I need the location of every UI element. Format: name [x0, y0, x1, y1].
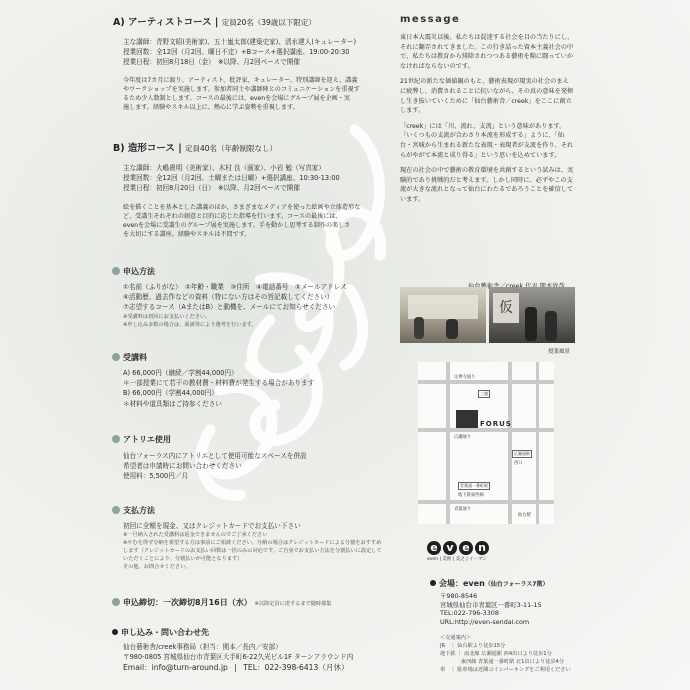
atelier-heading [112, 434, 171, 445]
contact-address: 〒980-0805 宮城県仙台市青葉区大手町6-22久光ビル1F ターンアラウンド内 [123, 653, 354, 662]
payment-heading [112, 505, 155, 516]
access-line: 地下鉄 ｜ 南北線 広瀬通駅 西4出口より徒歩1分 [440, 651, 552, 657]
apply-note: ※申し込み多数の場合は、面談等により選考を行います。 [123, 321, 257, 328]
apply-item: ①名前（ふりがな） ②年齢・職業 ③住所 ④電話番号 ⑤メールアドレス [123, 283, 347, 291]
payment-note: ※やむを得ず分納を希望する方は事前にご相談ください。分納の場合はクレジットカードによる分割をおすすめ [123, 540, 382, 547]
access-info [440, 634, 571, 674]
atelier-fee: 使用料：5,500円／月 [123, 472, 189, 481]
fee-b-note: ＊材料や道具類はご持参ください [123, 399, 222, 408]
fee-a: A) 66,000円（継続／学割44,000円） [123, 369, 238, 377]
course-a-teachers: 主な講師：青野文昭(美術家)、五十嵐太郎(建築史家)、清水建人(キュレーター) [123, 38, 357, 46]
fee-lines [123, 368, 314, 409]
payment-note: します（クレジットカードのお支払い回数は一括のみの対応です。ご自身でお支払い方法を分割払いに設定して [123, 548, 382, 555]
course-a-description [123, 76, 383, 112]
apply-item: ⑥活動歴、過去作などの資料（特にない方はその旨記載してください） [123, 293, 334, 302]
contact-tel: TEL：022-398-6413（月休） [243, 663, 349, 673]
logo-subtitle: even | 美術 | 美之 | イーブン [427, 557, 487, 562]
payment-note: いただくことにより、分割払いが可能となります） [123, 556, 243, 563]
access-line: 東西線 青葉通一番町駅 北1出口より徒歩4分 [440, 659, 565, 665]
access-map [418, 362, 554, 524]
course-b-capacity: 定員40名（年齢制限なし） [185, 144, 278, 153]
logo-letter: v [443, 541, 457, 555]
venue-title: 会場：even [439, 579, 485, 588]
apply-items [123, 282, 347, 329]
dot-bullet-icon [112, 629, 118, 635]
course-a-info [123, 37, 356, 68]
venue-heading [430, 578, 548, 589]
atelier-line: 希望者は申請時にお問い合わせください [123, 462, 242, 471]
desc-line: やワークショップを実施します。参加者同士や講師陣とのコミュニケーションを重視す [123, 86, 360, 93]
message-body [400, 33, 574, 211]
contact-office: 仙台藝術舎/creek事務局（担当：関本／長内／安部） [123, 643, 282, 651]
apply-item: ⑦志望するコース（AまたはB）と動機を、メールにてお知らせください [123, 303, 336, 312]
circle-bullet-icon [112, 435, 120, 443]
course-a-title: A) アーティストコース | 定員20名（39歳以下限定） [113, 17, 316, 28]
class-photo-right: 仮 [489, 287, 575, 343]
course-b-schedule: 授業日程：初回8月20日（日） ※以降、月2回ペースで開催 [123, 184, 300, 193]
desc-line: 絵を描くことを基本とした講義のほか、さまざまなメディアを使った絵画や立体造形な [123, 204, 361, 211]
venue-address: 宮城県仙台市青葉区一番町3-11-15 [440, 600, 542, 609]
even-logo [427, 536, 491, 562]
contact-title: 申し込み・問い合わせ先 [121, 628, 209, 637]
contact-email-link[interactable]: Email：info@turn-around.jp [123, 663, 228, 673]
course-b-title: B) 造形コース | 定員40名（年齢制限なし） [113, 143, 278, 154]
map-label-aoba-ichibancho: 青葉通一番町駅 [460, 483, 488, 488]
payment-main: 初回に全額を現金、又はクレジットカードでお支払い下さい [123, 522, 301, 530]
venue-lines [440, 592, 542, 626]
deadline-heading [112, 597, 331, 608]
map-label-west-exit: 西口 [514, 461, 523, 466]
payment-title: 支払方法 [123, 506, 155, 515]
venue-url-link[interactable]: URL:http://even-sendai.com [440, 617, 530, 626]
contact-email-tel: Email：info@turn-around.jp | TEL：022-398-6413（月休） [123, 663, 349, 673]
fee-b: B) 66,000円（学割44,000円） [123, 389, 218, 398]
course-b-title-text: B) 造形コース [113, 143, 175, 154]
deadline-title: 申込締切：一次締切8月16日（水） [123, 598, 252, 607]
access-line: 車 ｜ 駐車場は近隣コインパーキングをご利用ください [440, 667, 571, 673]
venue-tel: TEL:022-796-3308 [440, 609, 499, 618]
atelier-title: アトリエ使用 [123, 435, 171, 444]
desc-line: 今年度は7カ月に渡り、アーティスト、批評家、キュレーター、特別講師を迎え、講義 [123, 77, 358, 84]
message-heading: message [400, 14, 461, 25]
dot-bullet-icon [430, 580, 436, 586]
photo-caption: 授業風景 [548, 349, 571, 355]
course-a-title-text: A) アーティストコース [113, 17, 212, 28]
class-photo-left [400, 287, 486, 343]
desc-line: evenを会場に受講生のグループ展を実施します。手を動かし思考する制作の楽しさ [123, 222, 351, 229]
map-label-aoba: 青葉通り [454, 507, 472, 512]
map-label-hirose: 広瀬通り [454, 435, 472, 440]
deadline-note: ※以降定員に達するまで随時募集 [254, 601, 332, 607]
course-b-description [123, 203, 383, 239]
apply-note: ※受講料は初回にお支払いください。 [123, 313, 211, 320]
circle-bullet-icon [112, 267, 120, 275]
course-b-info [123, 163, 340, 194]
map-label-sendai-station: 仙台駅 [518, 513, 531, 518]
map-label-tozai-line: 地下鉄東西線 [458, 493, 484, 498]
apply-heading [112, 266, 155, 277]
circle-bullet-icon [112, 506, 120, 514]
logo-letter: e [459, 541, 473, 555]
map-label-jozenji: 定禅寺通り [454, 375, 476, 380]
fee-a-note: ＊一部授業にて若干の教材費・材料費が発生する場合があります [123, 379, 315, 388]
payment-lines [123, 521, 382, 571]
course-a-capacity: 定員20名（39歳以下限定） [221, 18, 316, 27]
desc-line: るため少人数制とします。コースの最後には、evenを会場にグループ展を企画・実 [123, 95, 350, 102]
course-a-schedule: 授業日程：初回8月18日（金） ※以降、月2回ペースで開催 [123, 58, 300, 67]
fee-title: 受講料 [123, 353, 147, 362]
desc-line: ど、受講生それぞれの創意と目的に応じた指導を行います。コースの最後には、 [123, 213, 342, 220]
map-label-forus: FORUS [480, 420, 512, 428]
message-paragraph: 東日本大震災以後、私たちは混迷する社会を目の当たりにし、それに翻弄されてきました。この行き詰った資本主義社会の中で、私たちは教育から排除されつつある藝術を糧に闘っていかなければならないのです。 [400, 34, 574, 70]
atelier-lines [123, 451, 307, 482]
message-paragraph: 現在の社会の中で藝術の教育環境を共創するという試みは、実験的であり挑戦的だと考えます。しかし同時に、必ずやこの支流が大きな流れとなって仙台にわたるであろうことを確信しています。 [400, 167, 574, 203]
logo-letter: n [475, 541, 489, 555]
venue-title-sub: （仙台フォーラス7階） [484, 581, 549, 588]
message-paragraph: 21世紀の新たな価値観のもと、藝術表現が現実の社会のまえに疲弊し、消費されることに抗いながら、その真の意味を発揮し生き抜いていくために「仙台藝術舎／creek」をここに創立します。 [400, 78, 574, 115]
map-label-mitsukoshi: 三越 [480, 391, 488, 396]
access-title: ＜交通案内＞ [440, 635, 472, 641]
desc-line: を大切にする講座。経験やスキルは不問です。 [123, 231, 251, 238]
brush-stroke [345, 290, 363, 365]
payment-note: ※一旦納入された受講料は返金できませんのでご了承ください [123, 532, 268, 539]
course-b-sessions: 授業回数：全12回（月2回、土曜または日曜）+選択講座、10:30-13:00 [123, 174, 340, 183]
payment-note: その他、お問合せください。 [123, 564, 191, 571]
logo-letter: e [427, 541, 441, 555]
course-b-teachers: 主な講師：大嶋貴明（美術家）、木村 良（画家）、小岩 勉（写真家） [123, 164, 325, 172]
venue-postal: 〒980-8546 [440, 592, 478, 600]
atelier-line: 仙台フォーラス内にアトリエとして使用可能なスペースを併設 [123, 452, 307, 460]
map-label-hirose-station: 広瀬通駅 [514, 451, 530, 456]
access-line: JR ｜ 仙台駅より徒歩15分 [440, 643, 506, 649]
venue-building-marker [456, 410, 478, 428]
circle-bullet-icon [112, 598, 120, 606]
contact-lines [123, 642, 353, 674]
contact-heading [112, 627, 209, 638]
apply-title: 申込方法 [123, 267, 155, 276]
circle-bullet-icon [112, 353, 120, 361]
fee-heading [112, 352, 147, 363]
message-paragraph: 「creek」には「川、流れ、支流」という意味があります。「いくつもの支流が合わさり本流を形成する」ように、「仙台・宮城から生まれる新たな表現・表現者が支流を作り、それらがやがて本流と成り得る」という思いを込めています。 [400, 122, 574, 159]
desc-line: 施します。経験やスキル以上に、熱心に学ぶ姿勢を重視します。 [123, 104, 299, 111]
course-a-sessions: 授業回数：全12回（月2回、曜日不定）+Bコース+選択講座、19:00-20:30 [123, 48, 350, 57]
